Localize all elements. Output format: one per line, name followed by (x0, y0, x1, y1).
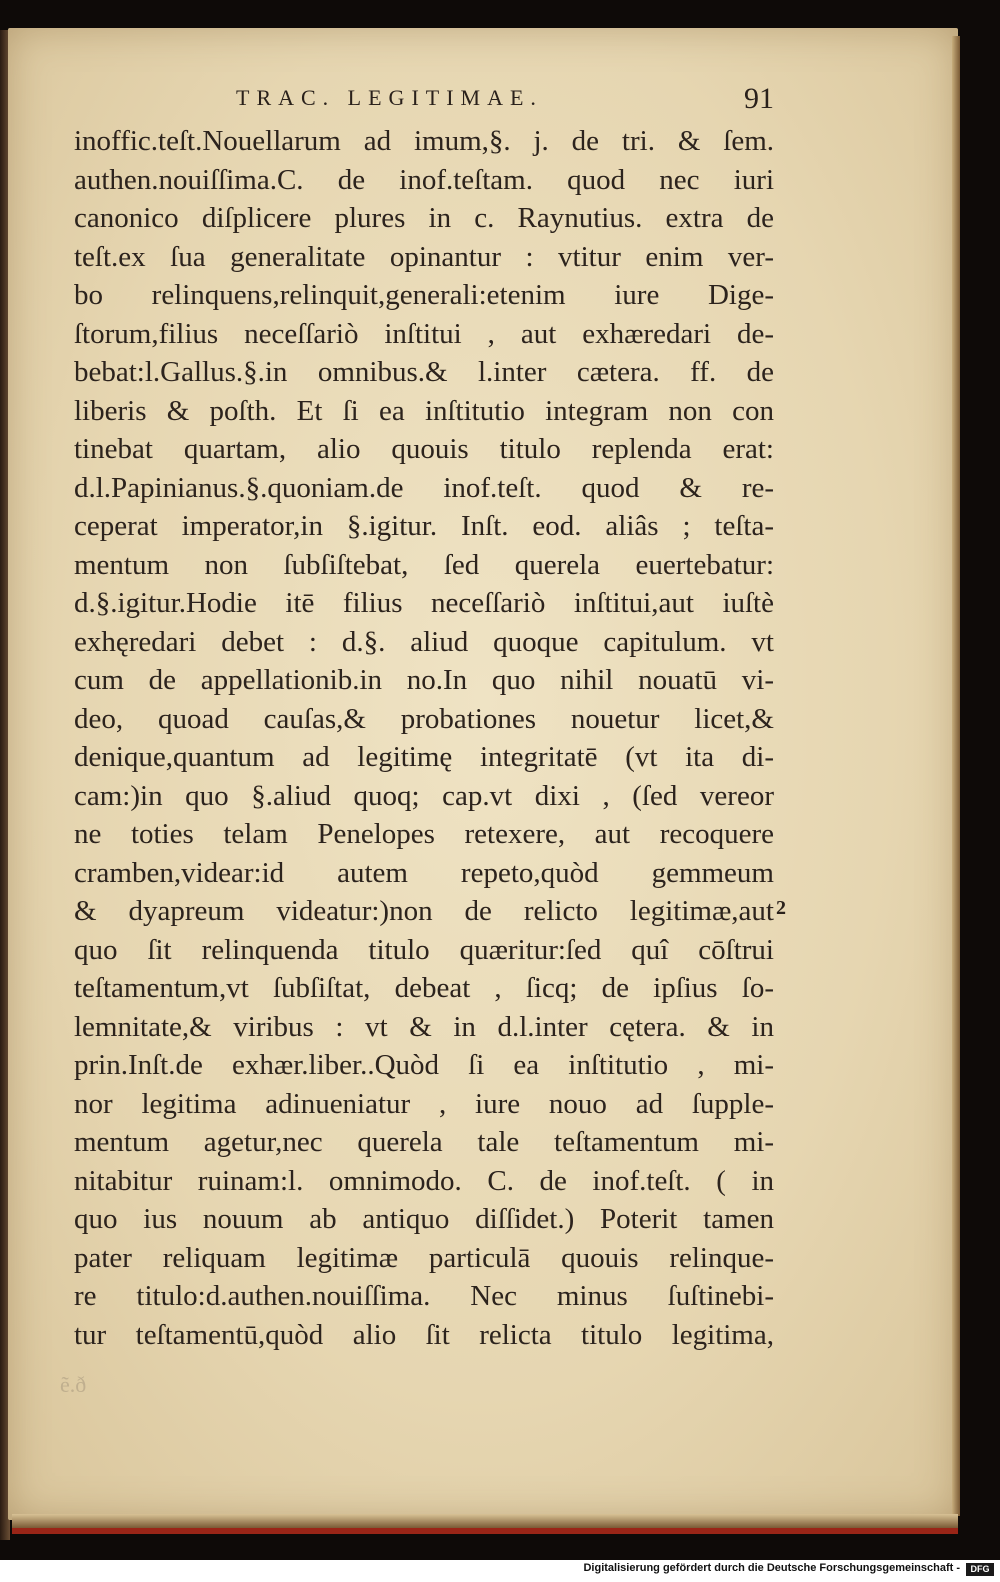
text-line: cum de appellationib.in no.In quo nihil nouatū vi- (74, 664, 774, 696)
text-line: tinebat quartam, alio quouis titulo replenda erat: (74, 433, 774, 465)
page-edge-bottom (12, 1514, 958, 1528)
text-line: cam:)in quo §.aliud quoq; cap.vt dixi , (ſed vereor (74, 779, 774, 812)
text-line: teſtamentum,vt ſubſiſtat, debeat , ſicq; de ipſius ſo- (74, 972, 774, 1004)
dfg-logo: DFG (966, 1563, 994, 1576)
running-head: TRAC. LEGITIMAE. (236, 85, 543, 110)
text-line: quo ius nouum ab antiquo diſſidet.) Poterit tamen (74, 1203, 774, 1235)
text-line: d.§.igitur.Hodie itē filius neceſſariò inſtitui,aut iuſtè (74, 587, 774, 619)
text-line: exhęredari debet : d.§. aliud quoque capitulum. vt (74, 625, 774, 658)
text-line: d.l.Papinianus.§.quoniam.de inof.teſt. quod & re- (74, 471, 774, 504)
text-line: teſt.ex ſua generalitate opinantur : vtitur enim ver- (74, 240, 774, 273)
page-edge-red-stain (12, 1528, 958, 1534)
text-line: quo ſit relinquenda titulo quæritur:ſed quî cōſtrui (74, 933, 774, 966)
text-line: & dyapreum videatur:)non de relicto legitimæ,aut (74, 895, 774, 927)
text-line: bebat:l.Gallus.§.in omnibus.& l.inter cætera. ff. de (74, 356, 774, 388)
text-line: ſtorum,filius neceſſariò inſtitui , aut exhæredari de- (74, 317, 774, 350)
text-line: denique,quantum ad legitimę integritatē (vt ita di- (74, 741, 774, 773)
text-line: mentum agetur,nec querela tale teſtamentum mi- (74, 1126, 774, 1158)
text-line: prin.Inſt.de exhær.liber..Quòd ſi ea inſtitutio , mi- (74, 1049, 774, 1081)
text-line: authen.nouiſſima.C. de inof.teſtam. quod nec iuri (74, 163, 774, 196)
marginal-note: 2 (776, 897, 786, 919)
text-line: deo, quoad cauſas,& probationes nouetur licet,& (74, 702, 774, 735)
text-line: liberis & poſth. Et ſi ea inſtitutio integram non con (74, 394, 774, 427)
text-line: ne toties telam Penelopes retexere, aut recoquere (74, 818, 774, 850)
page-number: 91 (744, 82, 774, 115)
text-line: pater reliquam legitimæ particulā quouis relinque- (74, 1241, 774, 1274)
text-line: re titulo:d.authen.nouiſſima. Nec minus ſuſtinebi- (74, 1280, 774, 1312)
text-line: nitabitur ruinam:l. omnimodo. C. de inof.teſt. ( in (74, 1164, 774, 1197)
text-line: cramben,videar:id autem repeto,quòd gemmeum (74, 856, 774, 889)
body-text (74, 122, 774, 1354)
text-line: bo relinquens,relinquit,generali:etenim iure Dige- (74, 279, 774, 311)
text-line: mentum non ſubſiſtebat, ſed querela euertebatur: (74, 548, 774, 581)
text-line: tur teſtamentū,quòd alio ſit relicta titulo legitima, (74, 1318, 774, 1351)
text-line: canonico diſplicere plures in c. Raynutius. extra de (74, 202, 774, 234)
text-line: nor legitima adinueniatur , iure nouo ad ſupple- (74, 1087, 774, 1120)
text-line: ceperat imperator,in §.igitur. Inſt. eod. aliâs ; teſta- (74, 510, 774, 542)
digitization-credit: Digitalisierung gefördert durch die Deutsche Forschungsgemeinschaft - (583, 1562, 960, 1574)
page-edge-right (952, 36, 960, 1516)
text-line: inoffic.teſt.Nouellarum ad imum,§. j. de tri. & ſem. (74, 125, 774, 157)
text-line: lemnitate,& viribus : vt & in d.l.inter cętera. & in (74, 1010, 774, 1043)
ink-stain-mark: ẽ.ð (60, 1372, 87, 1397)
